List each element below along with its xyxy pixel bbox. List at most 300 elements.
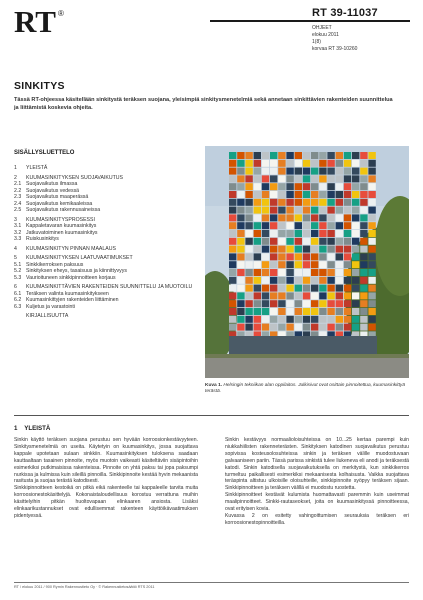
facade-panel [245,238,252,245]
facade-panel [303,261,310,268]
facade-panel [245,292,252,299]
facade-panel [270,261,277,268]
facade-panel [286,175,293,182]
facade-panel [303,308,310,315]
facade-panel [262,308,269,315]
facade-panel [270,199,277,206]
facade-panel [254,316,261,323]
facade-panel [262,168,269,175]
facade-panel [254,292,261,299]
meta-line: korvaa RT 39-10260 [312,46,358,52]
facade-panel [245,175,252,182]
facade-panel [319,238,326,245]
facade-panel [344,160,351,167]
facade-panel [229,308,236,315]
toc-item-number: 2.4 [14,200,22,207]
facade-panel [303,230,310,237]
facade-panel [352,238,359,245]
facade-panel [327,191,334,198]
facade-panel [311,261,318,268]
toc-item-number: 3.2 [14,229,22,236]
facade-panel [278,238,285,245]
facade-panel [254,175,261,182]
facade-panel [229,261,236,268]
facade-panel [368,300,375,307]
text-column-right [225,437,409,527]
facade-panel [352,292,359,299]
facade-panel [237,316,244,323]
facade-panel [295,246,302,253]
toc-item-number: 5.2 [14,268,22,274]
facade-panel [229,168,236,175]
facade-panel [368,261,375,268]
toc-item-label: Jatkuvatoiminen kuumasinkitys [26,229,98,236]
facade-panel [368,246,375,253]
facade-panel [327,253,334,260]
facade-panel [344,238,351,245]
facade-panel [319,199,326,206]
facade-panel [319,285,326,292]
facade-panel [270,253,277,260]
facade-panel [245,222,252,229]
facade-panel [270,308,277,315]
facade-panel [352,253,359,260]
doc-meta [312,25,357,53]
facade-panel [336,222,343,229]
facade-panel [286,308,293,315]
toc-item-label: Kuljetus ja varastointi [26,303,76,310]
toc-item-number: 5.3 [14,274,22,281]
facade-panel [237,207,244,214]
facade-panel [368,160,375,167]
facade-panel [278,199,285,206]
facade-panel [319,152,326,159]
facade-panel [245,168,252,175]
facade-panel [278,316,285,323]
facade-panel [245,160,252,167]
facade-panel [360,191,367,198]
facade-panel [311,269,318,276]
paragraph: Sinkin käyttö teräksen suojana perustuu sen hyvään korroosionkestävyyteen. Sinkitysmenetelmiä on useita. Käytetyin on kuumasinkitys, jossa suojattava kappale upotetaan sulaan sinkkiin. Kuumasinkityksen tuloksena saadaan kauttaaltaan tasainen pinnoite, myös muotoin vaikeasti käsiteltäviin sisäpintoihin esimerkiksi putkimaisissa rakenteissa. Pinnoite on yhtä paksu tai jopa paksumpi nurkissa ja kulmissa kuin sileillä pinnoilla. Sinkkipinnoite kestää hyvin mekaanista rasitusta ja suojaa terästä katodisesti. [14,437,198,485]
facade-panel [368,199,375,206]
facade-panel [278,324,285,331]
facade-panel [311,152,318,159]
facade-panel [262,285,269,292]
facade-panel [368,207,375,214]
facade-panel [311,222,318,229]
facade-panel [254,285,261,292]
lead-paragraph: Tässä RT-ohjeessa käsitellään sinkitystä teräksen suojana, yleisimpiä sinkitysmenetelmiä sekä annetaan sinkittävien rakenteiden suunnittelua ja liittämistä koskevia ohjeita. [14,97,393,111]
toc-item [14,207,194,214]
facade-panel [336,191,343,198]
facade-panel [286,183,293,190]
facade-panel [270,269,277,276]
facade-panel [303,269,310,276]
facade-panel [270,175,277,182]
facade-panel [344,324,351,331]
facade-panel [229,152,236,159]
facade-panel [262,183,269,190]
facade-panel [336,160,343,167]
facade-panel [368,230,375,237]
facade-panel [360,222,367,229]
facade-panel [229,269,236,276]
toc-item-label: Vaurioituneen sinkkipinnoitteen korjaus [26,274,116,281]
facade-panel [327,222,334,229]
facade-panel [229,183,236,190]
facade-panel [286,230,293,237]
facade-panel [327,168,334,175]
facade-panel [319,261,326,268]
facade-panel [311,316,318,323]
facade-panel [245,199,252,206]
facade-panel [229,175,236,182]
toc-item-number: 5 [14,255,17,261]
page-footer: RT / elokuu 2011 / 900 Rymin Rakennustieto Oy · © Rakennustietosäätiö RTS 2011 [14,585,155,589]
facade-panel [344,222,351,229]
facade-panel [229,246,236,253]
facade-panel [352,230,359,237]
facade-panel [254,238,261,245]
facade-panel [352,269,359,276]
facade-panel [368,214,375,221]
facade-panel [286,285,293,292]
facade-panel [303,214,310,221]
facade-panel [303,160,310,167]
toc-item-number: 1 [14,165,17,171]
facade-panel [344,261,351,268]
facade-panel [245,152,252,159]
facade-panel [278,261,285,268]
facade-panel [286,316,293,323]
facade-panel [319,183,326,190]
facade-panel [254,199,261,206]
facade-panel [368,183,375,190]
facade-panel [237,269,244,276]
facade-panel [237,160,244,167]
facade-panel [286,253,293,260]
caption-label: Kuva 1. [205,383,223,388]
facade-panel [303,152,310,159]
facade-panel [319,230,326,237]
facade-panel [368,222,375,229]
facade-panel [295,168,302,175]
facade-panel [360,160,367,167]
facade-panel [311,324,318,331]
facade-panel [336,207,343,214]
facade-panel [311,230,318,237]
facade-panel [368,324,375,331]
facade-panel [344,207,351,214]
facade-panel [360,269,367,276]
toc-item-label: KUUMASINKITTÄVIEN RAKENTEIDEN SUUNNITTELU JA MUOTOILU [26,284,193,290]
facade-panel [229,160,236,167]
registered-mark: ® [58,9,64,18]
toc-item-label: YLEISTÄ [26,165,48,171]
facade-panel [295,191,302,198]
facade-panel [319,207,326,214]
facade-panel [278,152,285,159]
toc-item-label: Sinkkikerroksen paksuus [26,261,84,268]
facade-panel [245,214,252,221]
meta-line: 1(8) [312,39,321,45]
facade-panel [245,324,252,331]
facade-panel [286,168,293,175]
text-column-left [14,437,198,520]
toc-item-number: 3 [14,216,17,223]
facade-panel [262,277,269,284]
toc-item [14,304,194,311]
photo-caption [205,383,405,395]
facade-panel [344,316,351,323]
facade-panel [352,160,359,167]
facade-panel [278,168,285,175]
facade-panel [336,199,343,206]
facade-panel [303,199,310,206]
facade-panel [254,183,261,190]
facade-panel [270,238,277,245]
facade-panel [303,222,310,229]
facade-panel [295,300,302,307]
facade-panel [303,285,310,292]
facade-panel [344,269,351,276]
facade-panel [237,199,244,206]
facade-panel [229,292,236,299]
facade-panel [336,285,343,292]
facade-panel [303,175,310,182]
facade-panel [336,253,343,260]
caption-text: Helsingin tekniikan alan oppilaitos. Julkisivut ovat osittain pinnoitettua, kuumasinkittyä terästä. [205,383,406,395]
facade-panel [336,324,343,331]
facade-panel [237,168,244,175]
facade-panel [295,160,302,167]
facade-panel [286,222,293,229]
facade-panel [344,152,351,159]
grass [205,354,409,358]
facade-panel [327,261,334,268]
facade-panel [278,269,285,276]
facade-panel [254,168,261,175]
facade-panel [270,246,277,253]
building-photo [205,146,409,378]
facade-panel [237,175,244,182]
facade-panel [360,152,367,159]
facade-panel [352,261,359,268]
facade-panel [295,269,302,276]
meta-line: elokuu 2011 [312,32,339,38]
facade-panel [360,246,367,253]
facade-panel [237,246,244,253]
facade-panel [360,308,367,315]
facade-panel [319,253,326,260]
facade-panel [254,324,261,331]
facade-panel [336,168,343,175]
facade-panel [229,300,236,307]
facade-panel [344,199,351,206]
facade-panel [360,214,367,221]
facade-panel [319,175,326,182]
facade-panel [311,168,318,175]
facade-panel [286,269,293,276]
facade-panel [352,285,359,292]
facade-panel [344,230,351,237]
facade-panel [262,292,269,299]
doc-number: RT 39-11037 [312,7,378,19]
facade-panel [344,191,351,198]
facade-panel [295,324,302,331]
facade-panel [278,246,285,253]
toc-item [14,236,194,243]
facade-panel [262,222,269,229]
toc-item-number: 6.3 [14,303,22,310]
toc-item-number [14,313,26,320]
facade-panel [368,292,375,299]
facade-panel [254,300,261,307]
facade-panel [360,207,367,214]
facade-panel [311,207,318,214]
facade-panel [352,214,359,221]
facade-panel [327,246,334,253]
facade-panel [352,324,359,331]
toc-item-number: 3.1 [14,223,22,229]
facade-panel [327,207,334,214]
facade-panel [311,214,318,221]
facade-panel [229,238,236,245]
facade-panel [327,300,334,307]
facade-panel [278,191,285,198]
facade-panel [352,152,359,159]
facade-panel [270,324,277,331]
facade-panel [262,238,269,245]
facade-panel [286,207,293,214]
facade-panel [286,277,293,284]
toc-item-label: Kappaletavaran kuumasinkitys [26,223,97,229]
facade-panel [303,324,310,331]
facade-panel [303,246,310,253]
facade-panel [262,253,269,260]
facade-panel [368,253,375,260]
facade-panel [286,214,293,221]
facade-panel [237,277,244,284]
facade-panel [254,214,261,221]
facade-panel [245,269,252,276]
facade-panel [254,277,261,284]
facade-panel [237,191,244,198]
facade-panel [229,191,236,198]
facade-panel [344,246,351,253]
facade-panel [303,207,310,214]
facade-panel [229,285,236,292]
facade-panel [368,269,375,276]
facade-panel [262,316,269,323]
facade-panel [262,160,269,167]
facade-panel [344,285,351,292]
facade-panel [344,292,351,299]
toc-item-label: KUUMASINKITYSPROSESSI [26,216,95,223]
facade-panel [278,292,285,299]
toc-item-label: Kuumasinkittyjen rakenteiden liittäminen [26,297,119,303]
toc-item-label: Suojavaikutus kemikaaleissa [26,200,93,207]
facade-panel [344,183,351,190]
facade-panel [360,183,367,190]
toc-item-label: Teräksen valinta kuumasinkitykseen [26,290,109,297]
facade-panel [286,246,293,253]
facade-panel [319,160,326,167]
facade-panel [270,316,277,323]
toc-item-number: 2.3 [14,194,22,200]
facade-panel [237,253,244,260]
facade-panel [344,214,351,221]
toc-list [14,162,194,320]
facade-panel [286,160,293,167]
toc-item-number: 6 [14,284,17,290]
toc-item-label: Suojavaikutus maaperässä [26,194,89,200]
section-divider [14,415,409,416]
facade-panel [278,160,285,167]
facade-panel [262,269,269,276]
facade-panel [295,207,302,214]
facade-panel [327,183,334,190]
facade-panel [245,261,252,268]
facade-panel [303,183,310,190]
toc-item-label: Suojavaikutus rakennusaineissa [26,207,101,213]
facade-panel [311,300,318,307]
facade-panel [270,183,277,190]
facade-panel [336,230,343,237]
facade-panel [295,230,302,237]
facade-panel [286,324,293,331]
toc-item-label: KUUMASINKITYKSEN LAATUVAATIMUKSET [26,255,133,261]
facade-panel [352,183,359,190]
facade-panel [237,292,244,299]
facade-panel [270,292,277,299]
facade-panel [237,324,244,331]
toc-heading: SISÄLLYSLUETTELO [14,150,75,156]
facade-panel [319,246,326,253]
facade-panel [344,253,351,260]
facade-panel [254,160,261,167]
facade-panel [229,199,236,206]
facade-panel [368,175,375,182]
facade-panel [336,246,343,253]
facade-panel [295,199,302,206]
facade-panel [311,285,318,292]
facade-panel [270,300,277,307]
facade-panel [295,261,302,268]
facade-panel [262,261,269,268]
facade-panel [295,285,302,292]
facade-panel [327,285,334,292]
facade-panel [270,222,277,229]
facade-panel [319,308,326,315]
facade-panel [319,292,326,299]
facade-panel [229,316,236,323]
facade-panel [237,152,244,159]
facade-panel [319,269,326,276]
facade-panel [286,191,293,198]
facade-panel [336,238,343,245]
facade-panel [352,300,359,307]
facade-panel [295,253,302,260]
facade-panel [254,230,261,237]
facade-panel [262,175,269,182]
header-rule [210,20,410,22]
facade-panel [311,238,318,245]
facade-panel [286,238,293,245]
facade-panel [368,238,375,245]
toc-item-number: 2 [14,174,17,181]
facade-panel [303,168,310,175]
